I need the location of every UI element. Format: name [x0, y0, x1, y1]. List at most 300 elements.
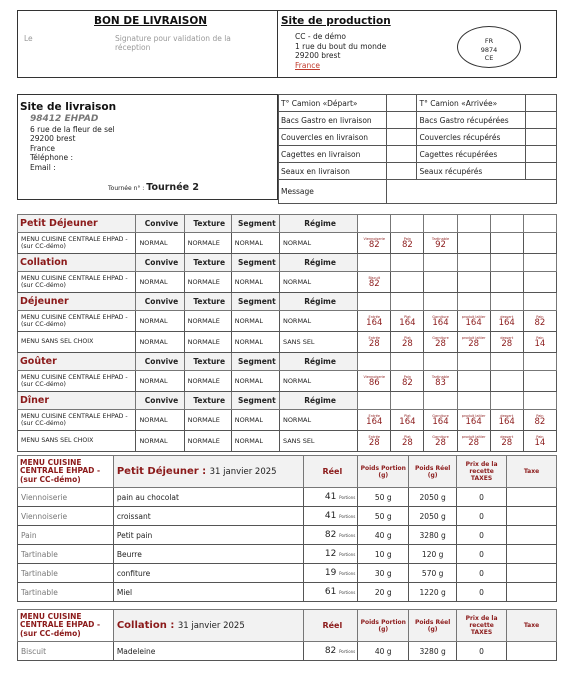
regime-value: SANS SEL	[279, 431, 357, 452]
recap-poids-reel: 1220 g	[409, 583, 457, 602]
column-header: Régime	[279, 392, 357, 410]
regime-value: NORMAL	[279, 371, 357, 392]
item-count-cell	[391, 410, 424, 431]
portions-unit: Portions	[339, 649, 356, 654]
convive-value: NORMAL	[136, 311, 184, 332]
item-count: 28	[401, 338, 413, 349]
truck-label: Cagettes en livraison	[279, 146, 387, 163]
header-spacer	[391, 392, 424, 410]
header-spacer	[358, 353, 391, 371]
column-header: Convive	[136, 254, 184, 272]
recap-poids-portion: 50 g	[358, 488, 409, 507]
texture-value: NORMALE	[184, 431, 231, 452]
column-header: Convive	[136, 215, 184, 233]
recap-meal-title: Collation : 31 janvier 2025	[113, 610, 304, 642]
portions-unit: Portions	[339, 590, 356, 595]
item-count: 28	[435, 338, 446, 349]
item-type-label: Garniture	[432, 335, 449, 340]
column-header: Texture	[184, 254, 231, 272]
portions-unit: Portions	[339, 533, 356, 538]
item-type-label: Viennoiserie	[363, 236, 386, 241]
recap-prix: 0	[457, 526, 507, 545]
recap-poids-portion: 20 g	[358, 583, 409, 602]
header-spacer	[358, 392, 391, 410]
item-count: 164	[498, 317, 515, 328]
recap-category: Viennoiserie	[18, 507, 114, 526]
column-header: Régime	[279, 215, 357, 233]
recap-prix: 0	[457, 642, 507, 661]
item-count-cell	[490, 332, 523, 353]
production-address	[295, 32, 386, 70]
truck-label: T° Camion «Départ»	[279, 95, 387, 112]
header-spacer	[391, 254, 424, 272]
item-count-cell	[523, 311, 556, 332]
recap-prix: 0	[457, 507, 507, 526]
truck-label: Couvercles en livraison	[279, 129, 387, 146]
texture-value: NORMALE	[184, 233, 231, 254]
recap-item: Beurre	[113, 545, 304, 564]
item-type-label: Garniture	[432, 413, 449, 418]
recap-poids-portion-header: Poids Portion (g)	[358, 610, 409, 642]
segment-value: NORMAL	[231, 410, 279, 431]
item-count: 164	[498, 416, 515, 427]
delivery-line: 29200 brest	[30, 134, 76, 144]
item-count-cell	[523, 371, 556, 392]
truck-value[interactable]	[386, 95, 417, 112]
recap-header-row	[18, 610, 557, 642]
truck-value[interactable]	[386, 112, 417, 129]
item-count-cell	[490, 371, 523, 392]
stamp-line: CE	[484, 54, 494, 62]
production-country-link[interactable]: France	[295, 60, 320, 70]
item-count: 28	[368, 338, 380, 349]
recap-prix: 0	[457, 488, 507, 507]
recap-quantity-cell	[304, 545, 358, 564]
header-spacer	[424, 293, 457, 311]
meal-header-row	[18, 293, 557, 311]
recap-quantity-cell	[304, 526, 358, 545]
tour-label: Tournée n° :	[108, 185, 145, 192]
production-title: Site de production	[281, 15, 391, 27]
item-count-cell	[457, 431, 490, 452]
header-spacer	[391, 353, 424, 371]
regime-value: SANS SEL	[279, 332, 357, 353]
item-count-cell	[391, 311, 424, 332]
delivery-line: 6 rue de la fleur de sel	[30, 125, 115, 134]
portions-unit: Portions	[339, 571, 356, 576]
recap-reel-header: Réel	[304, 610, 358, 642]
recap-item: Petit pain	[113, 526, 304, 545]
meal-row	[18, 311, 557, 332]
item-count: 82	[401, 377, 413, 388]
recap-poids-reel: 2050 g	[409, 507, 457, 526]
recap-prix-header: Prix de la recette TAXES	[457, 610, 507, 642]
recap-quantity: 41	[324, 492, 337, 502]
column-header: Régime	[279, 353, 357, 371]
item-count-cell	[523, 272, 556, 293]
item-count: 28	[501, 437, 513, 448]
column-header: Convive	[136, 353, 184, 371]
item-type-label: dessert	[500, 335, 514, 340]
item-count-cell	[424, 332, 457, 353]
recap-quantity-cell	[304, 583, 358, 602]
item-count-cell	[523, 410, 556, 431]
recap-item: Madeleine	[113, 642, 304, 661]
item-count-cell	[490, 233, 523, 254]
convive-value: NORMAL	[136, 233, 184, 254]
header-spacer	[424, 392, 457, 410]
segment-value: NORMAL	[231, 233, 279, 254]
item-count: 28	[435, 437, 446, 448]
item-count: 82	[401, 239, 413, 250]
document-header	[17, 10, 557, 78]
header-spacer	[457, 293, 490, 311]
item-count-cell	[391, 233, 424, 254]
truck-value[interactable]	[386, 163, 417, 180]
truck-value[interactable]	[526, 95, 557, 112]
recap-taxe	[507, 488, 557, 507]
item-count-cell	[457, 371, 490, 392]
meal-row	[18, 371, 557, 392]
item-count-cell	[358, 371, 391, 392]
item-type-label: Entrée	[368, 314, 381, 319]
column-header: Convive	[136, 293, 184, 311]
item-type-label: produit laitier	[461, 434, 486, 439]
meal-row	[18, 431, 557, 452]
recap-quantity-cell	[304, 488, 358, 507]
message-label: Message	[279, 180, 387, 204]
tour-info	[108, 182, 199, 193]
item-count: 82	[534, 317, 546, 328]
recap-taxe-header: Taxe	[507, 456, 557, 488]
truck-label: Cagettes récupérées	[417, 146, 526, 163]
item-type-label: Tartinable	[431, 374, 450, 379]
menu-name: MENU CUISINE CENTRALE EHPAD - (sur CC-démo)	[18, 272, 136, 293]
item-count: 164	[432, 416, 449, 427]
recap-taxe-header: Taxe	[507, 610, 557, 642]
truck-value[interactable]	[526, 112, 557, 129]
regime-value: NORMAL	[279, 311, 357, 332]
item-type-label: Plat	[404, 335, 411, 340]
recap-date: 31 janvier 2025	[177, 621, 245, 631]
column-header: Régime	[279, 293, 357, 311]
delivery-address	[30, 125, 115, 172]
column-header: Segment	[231, 392, 279, 410]
recap-table-petit-dejeuner	[17, 455, 557, 602]
header-spacer	[523, 215, 556, 233]
header-spacer	[490, 353, 523, 371]
column-header: Segment	[231, 215, 279, 233]
recap-quantity: 41	[324, 511, 337, 521]
convive-value: NORMAL	[136, 332, 184, 353]
header-spacer	[457, 215, 490, 233]
truck-value[interactable]	[526, 163, 557, 180]
item-type-label: dessert	[500, 314, 514, 319]
recap-poids-reel-header: Poids Réel (g)	[409, 456, 457, 488]
header-spacer	[490, 254, 523, 272]
delivery-line: France	[30, 143, 55, 153]
header-spacer	[391, 293, 424, 311]
portions-unit: Portions	[339, 514, 356, 519]
item-count-cell	[523, 233, 556, 254]
item-count-cell	[523, 332, 556, 353]
stamp-line: 9874	[480, 45, 498, 54]
recap-quantity: 19	[324, 568, 337, 578]
recap-row	[18, 507, 557, 526]
tour-value: Tournée 2	[146, 182, 199, 193]
column-header: Texture	[184, 293, 231, 311]
recap-prix: 0	[457, 583, 507, 602]
recap-category: Tartinable	[18, 583, 114, 602]
item-count-cell	[457, 332, 490, 353]
item-count-cell	[490, 431, 523, 452]
recap-row	[18, 545, 557, 564]
meal-header-row	[18, 254, 557, 272]
meal-name: Déjeuner	[18, 293, 136, 311]
meal-header-row	[18, 353, 557, 371]
truck-label: Bacs Gastro récupérées	[417, 112, 526, 129]
convive-value: NORMAL	[136, 431, 184, 452]
item-count: 14	[534, 338, 546, 349]
item-count-cell	[457, 410, 490, 431]
meal-header-row	[18, 215, 557, 233]
header-spacer	[424, 353, 457, 371]
truck-value[interactable]	[526, 146, 557, 163]
menu-name: MENU CUISINE CENTRALE EHPAD - (sur CC-démo)	[18, 410, 136, 431]
signature-hint: Signature pour validation de la réception	[115, 34, 231, 52]
item-count-cell	[523, 431, 556, 452]
item-count-cell	[358, 272, 391, 293]
item-count: 82	[368, 278, 380, 289]
recap-poids-portion: 30 g	[358, 564, 409, 583]
item-count-cell	[424, 233, 457, 254]
item-count: 164	[366, 416, 383, 427]
item-count-cell	[358, 431, 391, 452]
header-spacer	[523, 293, 556, 311]
health-stamp	[457, 26, 521, 68]
truck-label: Seaux récupérés	[417, 163, 526, 180]
item-type-label: produit laitier	[461, 413, 486, 418]
item-count: 86	[368, 377, 380, 388]
production-line: 29200 brest	[295, 51, 341, 61]
recap-poids-reel-header: Poids Réel (g)	[409, 610, 457, 642]
production-site	[279, 11, 556, 77]
item-count-cell	[391, 332, 424, 353]
item-type-label: Biscuit	[368, 275, 381, 280]
item-type-label: Viennoiserie	[363, 374, 386, 379]
recap-meal-title: Petit Déjeuner : 31 janvier 2025	[113, 456, 304, 488]
header-spacer	[490, 392, 523, 410]
column-header: Texture	[184, 353, 231, 371]
recap-taxe	[507, 583, 557, 602]
meal-header-row	[18, 392, 557, 410]
recap-category: Tartinable	[18, 545, 114, 564]
recap-category: Tartinable	[18, 564, 114, 583]
column-header: Régime	[279, 254, 357, 272]
meal-name: Collation	[18, 254, 136, 272]
item-count: 28	[368, 437, 380, 448]
header-spacer	[523, 392, 556, 410]
recap-poids-reel: 3280 g	[409, 526, 457, 545]
column-header: Segment	[231, 353, 279, 371]
item-count: 82	[534, 416, 546, 427]
truck-label: Couvercles récupérés	[417, 129, 526, 146]
column-header: Texture	[184, 215, 231, 233]
recap-row	[18, 642, 557, 661]
recap-taxe	[507, 526, 557, 545]
production-line: CC - de démo	[295, 32, 346, 41]
segment-value: NORMAL	[231, 311, 279, 332]
column-header: Convive	[136, 392, 184, 410]
recap-taxe	[507, 507, 557, 526]
recap-menu-name: MENU CUISINE CENTRALE EHPAD - (sur CC-démo)	[18, 456, 114, 488]
delivery-line: Email :	[30, 162, 56, 172]
header-spacer	[457, 254, 490, 272]
regime-value: NORMAL	[279, 410, 357, 431]
item-count: 164	[465, 416, 482, 427]
recap-poids-portion-header: Poids Portion (g)	[358, 456, 409, 488]
recap-row	[18, 564, 557, 583]
item-count: 14	[534, 437, 546, 448]
production-line: 1 rue du bout du monde	[295, 41, 387, 51]
recap-date: 31 janvier 2025	[209, 467, 277, 477]
column-header: Segment	[231, 254, 279, 272]
meal-row	[18, 272, 557, 293]
meal-name: Petit Déjeuner	[18, 215, 136, 233]
item-type-label: Pain	[403, 236, 412, 241]
segment-value: NORMAL	[231, 272, 279, 293]
portions-unit: Portions	[339, 552, 356, 557]
item-count: 164	[465, 317, 482, 328]
recap-prix-header: Prix de la recette TAXES	[457, 456, 507, 488]
header-spacer	[391, 215, 424, 233]
recap-category: Pain	[18, 526, 114, 545]
item-count-cell	[490, 311, 523, 332]
header-spacer	[490, 215, 523, 233]
truck-value[interactable]	[386, 129, 417, 146]
column-header: Texture	[184, 392, 231, 410]
item-count: 92	[435, 239, 446, 250]
recap-item: confiture	[113, 564, 304, 583]
item-type-label: Pain	[536, 434, 544, 439]
meal-row	[18, 233, 557, 254]
recap-menu-name: MENU CUISINE CENTRALE EHPAD - (sur CC-démo)	[18, 610, 114, 642]
recap-poids-reel: 120 g	[409, 545, 457, 564]
document-title: BON DE LIVRAISON	[94, 15, 208, 27]
recap-poids-portion: 40 g	[358, 526, 409, 545]
item-count-cell	[424, 272, 457, 293]
truck-value[interactable]	[526, 129, 557, 146]
header-spacer	[358, 293, 391, 311]
delivery-site	[17, 94, 278, 200]
texture-value: NORMALE	[184, 332, 231, 353]
recap-poids-reel: 2050 g	[409, 488, 457, 507]
item-type-label: produit laitier	[461, 314, 486, 319]
item-count-cell	[424, 311, 457, 332]
header-spacer	[523, 353, 556, 371]
item-count-cell	[358, 311, 391, 332]
recap-prix: 0	[457, 564, 507, 583]
item-count-cell	[391, 371, 424, 392]
recap-row	[18, 488, 557, 507]
truck-label: Bacs Gastro en livraison	[279, 112, 387, 129]
item-count-cell	[424, 431, 457, 452]
truck-table	[278, 94, 557, 204]
message-field[interactable]	[386, 180, 556, 204]
item-count: 164	[366, 317, 383, 328]
item-count-cell	[358, 410, 391, 431]
header-spacer	[424, 254, 457, 272]
item-count-cell	[424, 371, 457, 392]
recap-poids-portion: 50 g	[358, 507, 409, 526]
item-type-label: produit laitier	[461, 335, 486, 340]
item-count-cell	[457, 311, 490, 332]
item-type-label: Entrée	[368, 335, 381, 340]
item-count-cell	[424, 410, 457, 431]
meal-row	[18, 410, 557, 431]
header-spacer	[457, 392, 490, 410]
item-count-cell	[358, 233, 391, 254]
item-count: 28	[468, 437, 480, 448]
item-type-label: Plat	[404, 413, 411, 418]
recap-category: Biscuit	[18, 642, 114, 661]
item-type-label: Garniture	[432, 434, 449, 439]
item-count: 164	[432, 317, 449, 328]
item-count: 83	[435, 377, 446, 388]
item-count: 28	[501, 338, 513, 349]
item-type-label: Tartinable	[431, 236, 450, 241]
recap-taxe	[507, 564, 557, 583]
convive-value: NORMAL	[136, 272, 184, 293]
recap-item: Miel	[113, 583, 304, 602]
menu-name: MENU SANS SEL CHOIX	[18, 332, 136, 353]
header-spacer	[457, 353, 490, 371]
recap-taxe	[507, 545, 557, 564]
recap-prix: 0	[457, 545, 507, 564]
item-type-label: Entrée	[368, 434, 381, 439]
recap-row	[18, 583, 557, 602]
item-count: 28	[468, 338, 480, 349]
item-type-label: dessert	[500, 434, 514, 439]
menu-name: MENU SANS SEL CHOIX	[18, 431, 136, 452]
item-count-cell	[358, 332, 391, 353]
header-left	[18, 11, 278, 77]
texture-value: NORMALE	[184, 410, 231, 431]
meals-table	[17, 214, 557, 452]
recap-meal-name: Petit Déjeuner	[116, 466, 199, 477]
regime-value: NORMAL	[279, 272, 357, 293]
recap-quantity: 82	[324, 530, 337, 540]
segment-value: NORMAL	[231, 431, 279, 452]
recap-quantity: 82	[324, 646, 337, 656]
truck-value[interactable]	[386, 146, 417, 163]
item-count: 82	[368, 239, 380, 250]
item-count-cell	[457, 233, 490, 254]
menu-name: MENU CUISINE CENTRALE EHPAD - (sur CC-démo)	[18, 371, 136, 392]
recap-meal-name: Collation	[116, 620, 167, 631]
header-spacer	[523, 254, 556, 272]
recap-poids-reel: 3280 g	[409, 642, 457, 661]
menu-name: MENU CUISINE CENTRALE EHPAD - (sur CC-démo)	[18, 233, 136, 254]
meal-name: Goûter	[18, 353, 136, 371]
recap-poids-portion: 40 g	[358, 642, 409, 661]
date-label: Le	[24, 34, 33, 43]
recap-quantity-cell	[304, 642, 358, 661]
meal-name: Dîner	[18, 392, 136, 410]
header-spacer	[490, 293, 523, 311]
recap-item: croissant	[113, 507, 304, 526]
recap-quantity-cell	[304, 564, 358, 583]
